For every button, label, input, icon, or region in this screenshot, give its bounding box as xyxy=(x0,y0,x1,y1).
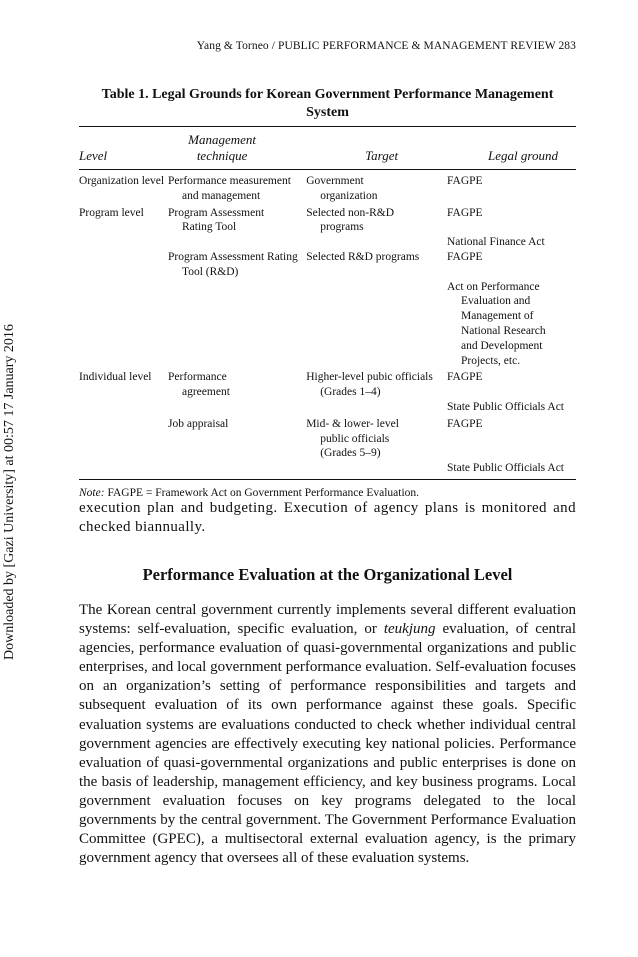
cell-technique: Program Assessment Rating Tool (R&D) xyxy=(168,250,298,278)
cell-technique: Job appraisal xyxy=(168,417,229,430)
cell-technique: Performance agreement xyxy=(168,371,230,399)
table-note-text: FAGPE = Framework Act on Government Performance Evaluation. xyxy=(107,486,420,499)
cell-level: Individual level xyxy=(79,371,152,384)
table-row xyxy=(79,280,576,369)
cell-legal-ground: FAGPE xyxy=(447,417,483,430)
cell-level: Program level xyxy=(79,206,144,219)
header-management-technique-text: Management technique xyxy=(188,132,257,163)
body-paragraph-continuation: execution plan and budgeting. Execution of agency plans is monitored and checked biannually. xyxy=(79,500,576,536)
cell-technique: Program Assessment Rating Tool xyxy=(168,206,265,234)
table-row xyxy=(79,400,576,415)
cell-legal-ground: State Public Officials Act xyxy=(447,462,565,475)
cell-legal-ground: Act on Performance Evaluation and Management of National Research and Development Projects, etc. xyxy=(447,280,546,367)
paragraph-text-part2: evaluation, of central agencies, performance evaluation of quasi-governmental organizations and public enterprises, and local government performance evaluation. Self-evaluation focuses on an organization’s setting of performance responsibilities and targets and subsequent evaluation of its own performance against these goals. Specific evaluation systems are evaluations conducted to check whether individual central government agencies are effectively executing key national policies. Performance evaluation of quasi-governmental organizations and public enterprises is done on the basis of leadership, management efficiency, and key business programs. Local government evaluation focuses on key programs delegated to the local governments by the central government. The Government Performance Evaluation Committee (GPEC), a multisectoral external evaluation agency, is the primary government agency that oversees all of these evaluation systems. xyxy=(79,621,577,867)
paragraph-italic-term: teukjung xyxy=(383,621,436,638)
header-management-technique xyxy=(168,127,306,170)
download-watermark xyxy=(0,0,18,957)
cell-legal-ground: FAGPE xyxy=(447,250,483,263)
paragraph-text-part1: The Korean central government currently implements several different evaluation systems: self-evaluation, specific evaluation, or xyxy=(79,602,576,638)
table-row xyxy=(79,235,576,250)
table-caption: Table 1. Legal Grounds for Korean Government Performance Management System xyxy=(101,87,554,120)
table-note-label: Note: xyxy=(79,486,105,499)
body-paragraph xyxy=(79,601,576,868)
cell-target: Higher-level pubic officials (Grades 1–4) xyxy=(306,371,433,399)
cell-legal-ground: FAGPE xyxy=(447,206,483,219)
section-heading: Performance Evaluation at the Organizational Level xyxy=(142,565,513,584)
legal-grounds-table xyxy=(79,126,576,480)
cell-target: Selected non-R&D programs xyxy=(306,206,395,234)
header-target: Target xyxy=(306,127,447,170)
table-block xyxy=(79,86,576,499)
header-legal-ground: Legal ground xyxy=(447,127,576,170)
cell-legal-ground: State Public Officials Act xyxy=(447,400,565,413)
cell-target: Selected R&D programs xyxy=(306,250,420,263)
table-row xyxy=(79,204,576,236)
download-watermark-text: Downloaded by [Gazi University] at 00:57 17 January 2016 xyxy=(2,324,17,660)
header-level: Level xyxy=(79,127,168,170)
table-header-row xyxy=(79,127,576,170)
running-head: Yang & Torneo / PUBLIC PERFORMANCE & MANAGEMENT REVIEW 283 xyxy=(196,40,576,52)
table-row xyxy=(79,250,576,280)
cell-technique: Performance measurement and management xyxy=(168,175,291,202)
cell-legal-ground: FAGPE xyxy=(447,371,483,384)
table-row xyxy=(79,461,576,479)
table-row xyxy=(79,170,576,204)
table-row xyxy=(79,368,576,400)
cell-level: Organization level xyxy=(79,175,165,187)
cell-target: Mid- & lower- level public officials (Grades 5–9) xyxy=(306,417,399,460)
cell-legal-ground: National Finance Act xyxy=(447,236,545,249)
cell-target: Government organization xyxy=(306,175,378,202)
table-note xyxy=(79,487,576,499)
cell-legal-ground: FAGPE xyxy=(447,175,483,187)
table-row xyxy=(79,415,576,461)
